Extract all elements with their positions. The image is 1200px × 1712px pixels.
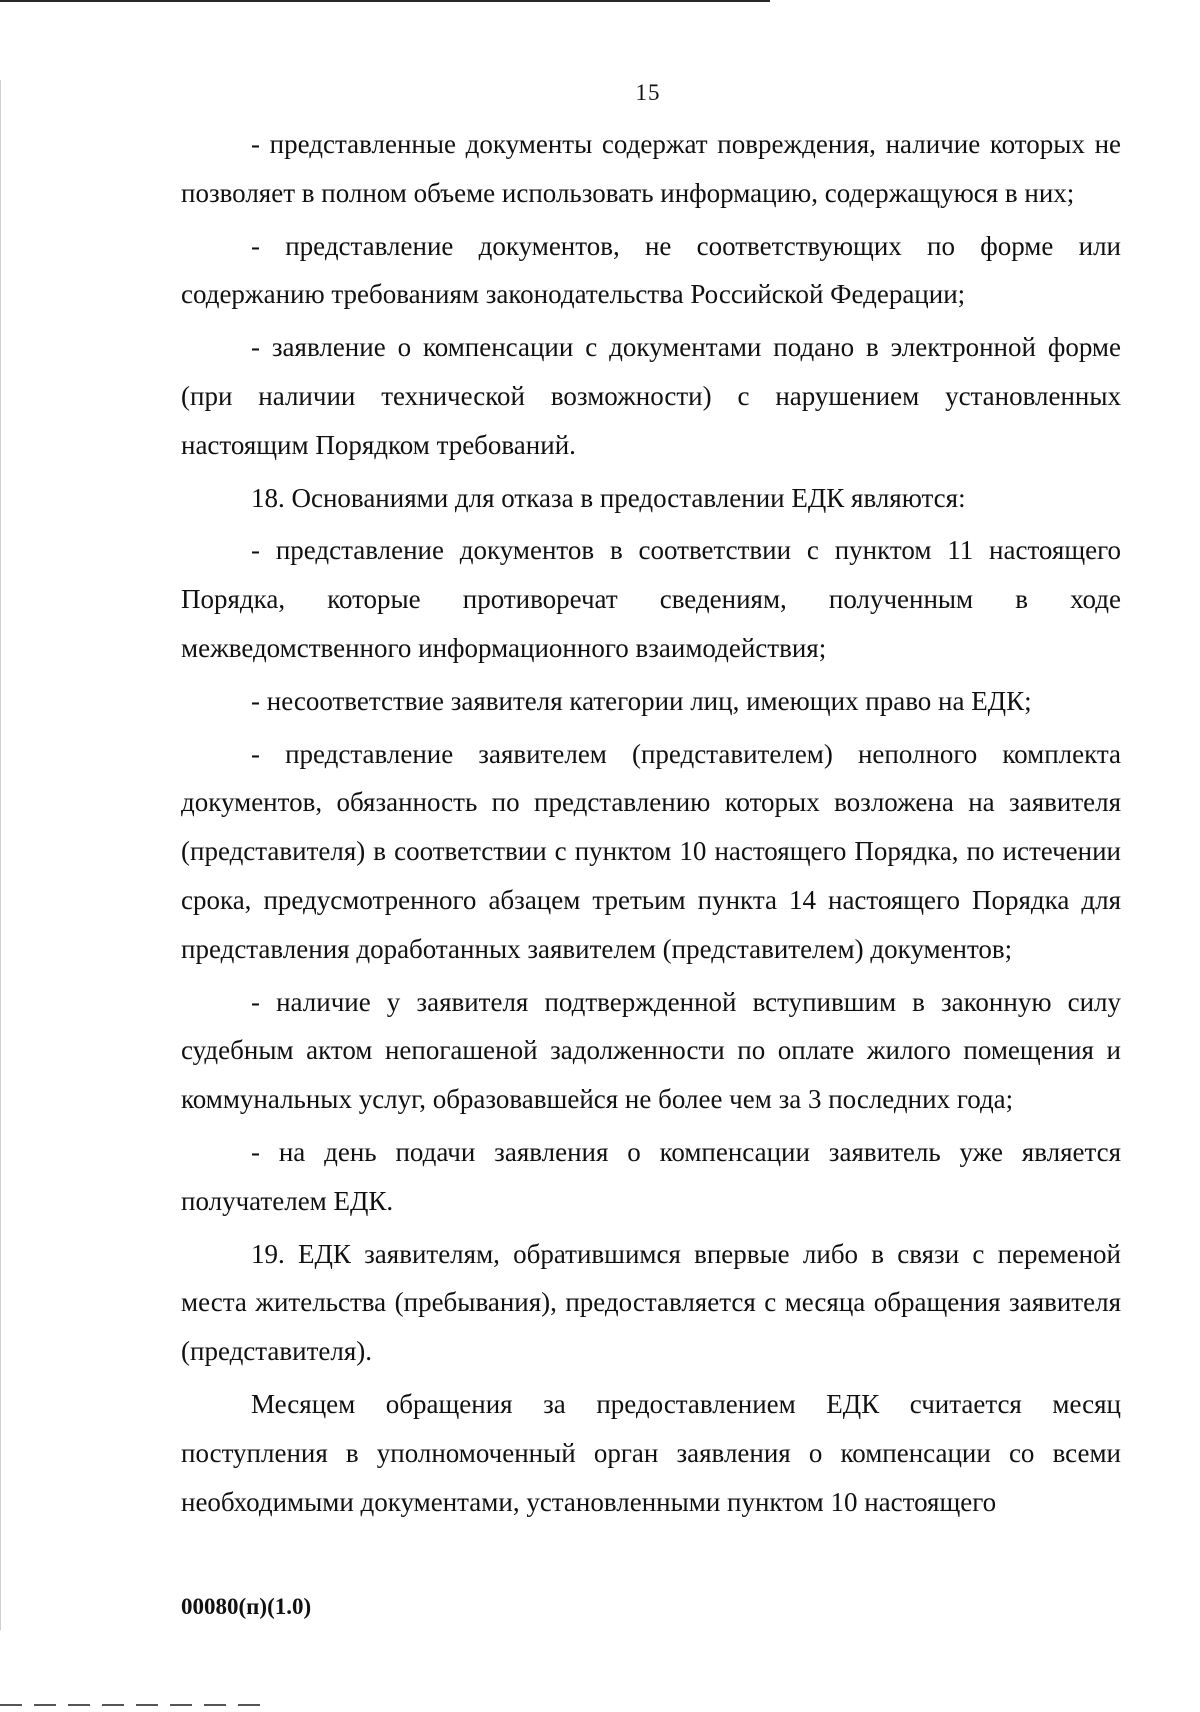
footer-document-code: 00080(п)(1.0): [181, 1594, 312, 1619]
paragraph-housing-debt: - наличие у заявителя подтвержденной вступившим в законную силу судебным актом непогашеной задолженности по оплате жилого помещения и коммунальных услуг, образовавшейся не более чем за 3 последних года;: [181, 986, 1121, 1115]
paragraph-nonconforming-documents: - представление документов, не соответствующих по форме или содержанию требованиям законодательства Российской Федерации;: [181, 230, 1121, 310]
paragraph-section-19: 19. ЕДК заявителям, обратившимся впервые либо в связи с переменой места жительства (пребывания), предоставляется с месяца обращения заявителя (представителя).: [181, 1238, 1121, 1367]
paragraph-electronic-form-violation: - заявление о компенсации с документами подано в электронной форме (при наличии технической возможности) с нарушением установленных настоящим Порядком требований.: [181, 332, 1121, 460]
paragraph-category-mismatch: - несоответствие заявителя категории лиц, имеющих право на ЕДК;: [251, 685, 1032, 716]
page-number: 15: [635, 80, 661, 105]
paragraph-already-recipient: - на день подачи заявления о компенсации заявитель уже является получателем ЕДК.: [181, 1136, 1121, 1216]
paragraph-month-of-application: Месяцем обращения за предоставлением ЕДК считается месяц поступления в уполномоченный орган заявления о компенсации со всеми необходимыми документами, установленными пунктом 10 настоящего: [181, 1388, 1121, 1517]
scan-edge-bottom: [0, 1704, 260, 1706]
paragraph-section-18-heading: 18. Основаниями для отказа в предоставлении ЕДК являются:: [251, 482, 966, 513]
paragraph-damaged-documents: - представленные документы содержат повреждения, наличие которых не позволяет в полном объеме использовать информацию, содержащуюся в них;: [181, 129, 1121, 208]
paragraph-incomplete-documents: - представление заявителем (представителем) неполного комплекта документов, обязанность по представлению которых возложена на заявителя (представителя) в соответствии с пунктом 10 настоящего Порядка, по истечении срока, предусмотренного абзацем третьим пункта 14 настоящего Порядка для представления доработанных заявителем (представителем) документов;: [181, 738, 1121, 964]
paragraph-contradicting-documents: - представление документов в соответствии с пунктом 11 настоящего Порядка, которые противоречат сведениям, полученным в ходе межведомственного информационного взаимодействия;: [181, 535, 1121, 663]
document-body: [181, 120, 1121, 1526]
scan-edge-top: [0, 0, 770, 2]
scan-edge-left: [0, 80, 1, 1630]
